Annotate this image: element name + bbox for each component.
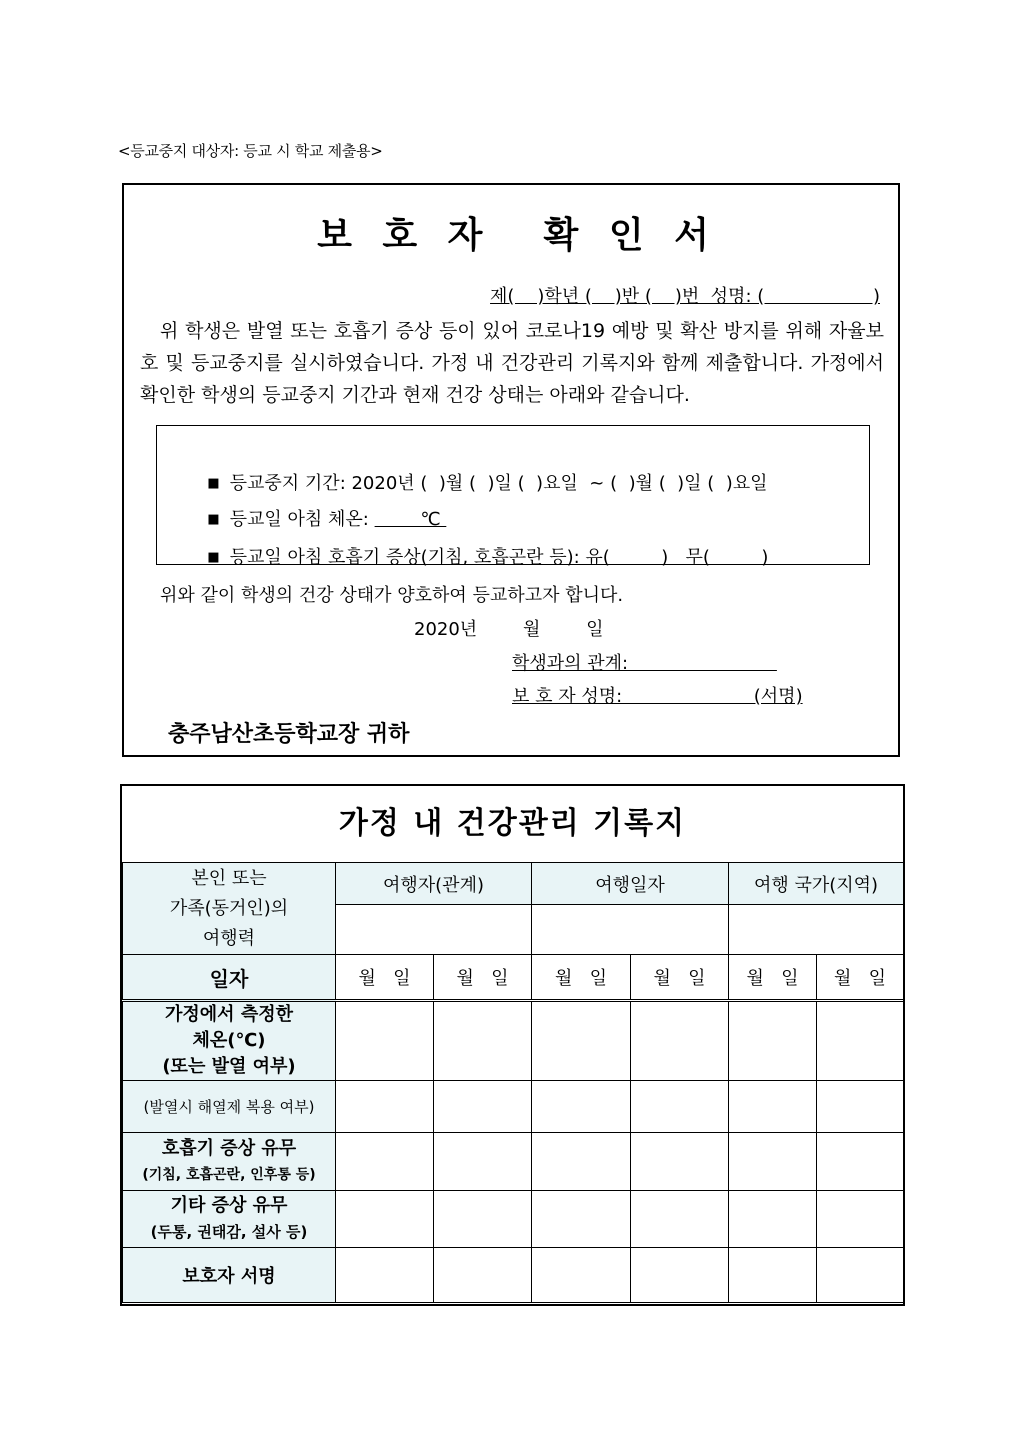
- record-cell[interactable]: [532, 1001, 631, 1081]
- date-label: 일자: [123, 955, 336, 1001]
- addressee: 충주남산초등학교장 귀하: [168, 722, 410, 747]
- record-cell[interactable]: [631, 1081, 729, 1133]
- record-cell[interactable]: [336, 1081, 434, 1133]
- record-cell[interactable]: [434, 1133, 532, 1191]
- date-cell[interactable]: 월 일: [817, 955, 904, 1001]
- record-cell[interactable]: [532, 1248, 631, 1303]
- confirmation-paragraph: 위 학생은 발열 또는 호흡기 증상 등이 있어 코로나19 예방 및 확산 방지를 위해 자율보호 및 등교중지를 실시하였습니다. 가정 내 건강관리 기록지와 함께 제출합니다. 가정에서 확인한 학생의 등교중지 기간과 현재 건강 상태는 아래와 같습니다.: [140, 320, 884, 406]
- record-cell[interactable]: [434, 1001, 532, 1081]
- record-cell[interactable]: [631, 1001, 729, 1081]
- status-box: [156, 425, 870, 568]
- guardian-confirmation-box: [122, 183, 900, 757]
- record-cell[interactable]: [817, 1133, 904, 1191]
- guardian-signature-line[interactable]: 보 호 자 성명: (서명): [512, 686, 803, 707]
- record-cell[interactable]: [336, 1133, 434, 1191]
- date-line: 2020년 월 일: [414, 619, 604, 640]
- travel-date-cell[interactable]: [532, 905, 729, 955]
- bullet-absence-period: ■ 등교중지 기간: 2020년 ( )월 ( )일 ( )요일 ~ ( )월 ( )일 ( )요일: [207, 473, 768, 494]
- travel-country-header: 여행 국가(지역): [729, 863, 904, 905]
- date-cell[interactable]: 월 일: [729, 955, 817, 1001]
- row-label-antipyretic: (발열시 해열제 복용 여부): [123, 1081, 336, 1133]
- student-id-line: 제( )학년 ( )반 ( )번 성명: ( ): [490, 286, 880, 307]
- record-cell[interactable]: [631, 1248, 729, 1303]
- record-cell[interactable]: [729, 1133, 817, 1191]
- record-cell[interactable]: [532, 1081, 631, 1133]
- record-cell[interactable]: [817, 1248, 904, 1303]
- bullet-mark: ■: [207, 512, 220, 527]
- record-cell[interactable]: [434, 1081, 532, 1133]
- date-cell[interactable]: 월 일: [631, 955, 729, 1001]
- health-record-box: [120, 784, 905, 1306]
- closing-statement: 위와 같이 학생의 건강 상태가 양호하여 등교하고자 합니다.: [160, 585, 624, 606]
- record-cell[interactable]: [631, 1191, 729, 1248]
- row-label-respiratory: 호흡기 증상 유무 (기침, 호흡곤란, 인후통 등): [123, 1133, 336, 1191]
- row-label-guardian-signature: 보호자 서명: [123, 1248, 336, 1303]
- bullet-mark: ■: [207, 550, 220, 565]
- record-cell[interactable]: [336, 1248, 434, 1303]
- record-cell[interactable]: [631, 1133, 729, 1191]
- bullet-respiratory-symptoms: ■ 등교일 아침 호흡기 증상(기침, 호흡곤란 등): 유( ) 무( ): [207, 547, 769, 568]
- date-cell[interactable]: 월 일: [434, 955, 532, 1001]
- traveler-cell[interactable]: [336, 905, 532, 955]
- health-record-title: 가정 내 건강관리 기록지: [122, 786, 903, 864]
- travel-date-header: 여행일자: [532, 863, 729, 905]
- row-label-other-symptoms: 기타 증상 유무 (두통, 권태감, 설사 등): [123, 1191, 336, 1248]
- date-cell[interactable]: 월 일: [532, 955, 631, 1001]
- travel-history-label: 본인 또는 가족(동거인)의 여행력: [123, 863, 336, 955]
- traveler-header: 여행자(관계): [336, 863, 532, 905]
- date-cell[interactable]: 월 일: [336, 955, 434, 1001]
- record-cell[interactable]: [336, 1001, 434, 1081]
- form-caption: <등교중지 대상자: 등교 시 학교 제출용>: [118, 142, 383, 160]
- record-cell[interactable]: [817, 1081, 904, 1133]
- travel-country-cell[interactable]: [729, 905, 904, 955]
- record-cell[interactable]: [532, 1133, 631, 1191]
- relationship-line[interactable]: 학생과의 관계:: [512, 653, 777, 674]
- bullet-mark: ■: [207, 476, 220, 491]
- record-cell[interactable]: [729, 1001, 817, 1081]
- health-record-table: [122, 862, 904, 1303]
- record-cell[interactable]: [336, 1191, 434, 1248]
- row-label-temperature: 가정에서 측정한 체온(℃) (또는 발열 여부): [123, 1001, 336, 1081]
- record-cell[interactable]: [817, 1191, 904, 1248]
- symptom-blank[interactable]: 유( ) 무( ): [585, 547, 769, 568]
- bullet-morning-temperature: ■ 등교일 아침 체온: ℃: [207, 509, 447, 530]
- record-cell[interactable]: [817, 1001, 904, 1081]
- record-cell[interactable]: [729, 1248, 817, 1303]
- confirmation-title: 보 호 자 확 인 서: [317, 215, 709, 256]
- record-cell[interactable]: [434, 1248, 532, 1303]
- record-cell[interactable]: [434, 1191, 532, 1248]
- record-cell[interactable]: [729, 1191, 817, 1248]
- record-cell[interactable]: [532, 1191, 631, 1248]
- record-cell[interactable]: [729, 1081, 817, 1133]
- temperature-blank[interactable]: ℃: [374, 509, 447, 530]
